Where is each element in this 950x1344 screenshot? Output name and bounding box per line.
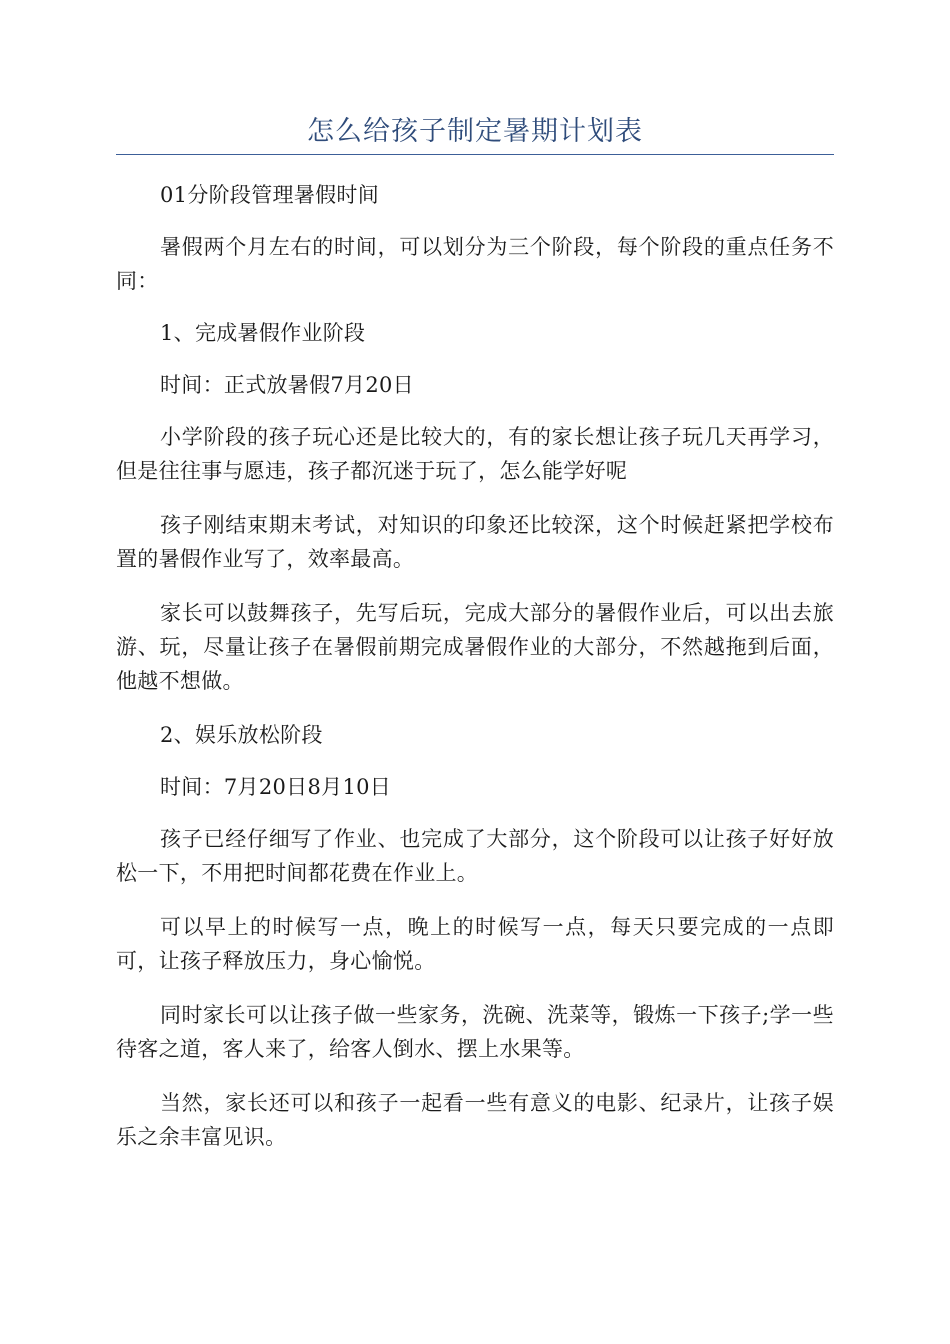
stage-time: 时间：7月20日8月10日: [160, 775, 392, 799]
stage-heading: 1、完成暑假作业阶段: [160, 321, 366, 345]
paragraph: 同时家长可以让孩子做一些家务，洗碗、洗菜等，锻炼一下孩子;学一些待客之道，客人来了，给客人倒水、摆上水果等。: [116, 1003, 834, 1061]
page-title: 怎么给孩子制定暑期计划表: [307, 116, 643, 147]
paragraph: 孩子刚结束期末考试，对知识的印象还比较深，这个时候赶紧把学校布置的暑假作业写了，效率最高。: [116, 513, 834, 571]
paragraph: 小学阶段的孩子玩心还是比较大的，有的家长想让孩子玩几天再学习，但是往往事与愿违，孩子都沉迷于玩了，怎么能学好呢: [116, 425, 834, 483]
title-underline: [116, 154, 834, 155]
section-heading: 01分阶段管理暑假时间: [160, 183, 380, 207]
paragraph: 当然，家长还可以和孩子一起看一些有意义的电影、纪录片，让孩子娱乐之余丰富见识。: [116, 1091, 834, 1149]
stage-time: 时间：正式放暑假7月20日: [160, 373, 414, 397]
paragraph: 孩子已经仔细写了作业、也完成了大部分，这个阶段可以让孩子好好放松一下，不用把时间都花费在作业上。: [116, 827, 834, 885]
document-body: [116, 178, 834, 1174]
paragraph: 暑假两个月左右的时间，可以划分为三个阶段，每个阶段的重点任务不同：: [116, 235, 834, 293]
stage-heading: 2、娱乐放松阶段: [160, 723, 323, 747]
paragraph: 可以早上的时候写一点，晚上的时候写一点，每天只要完成的一点即可，让孩子释放压力，身心愉悦。: [116, 915, 834, 973]
paragraph: 家长可以鼓舞孩子，先写后玩，完成大部分的暑假作业后，可以出去旅游、玩，尽量让孩子在暑假前期完成暑假作业的大部分，不然越拖到后面，他越不想做。: [116, 601, 834, 693]
